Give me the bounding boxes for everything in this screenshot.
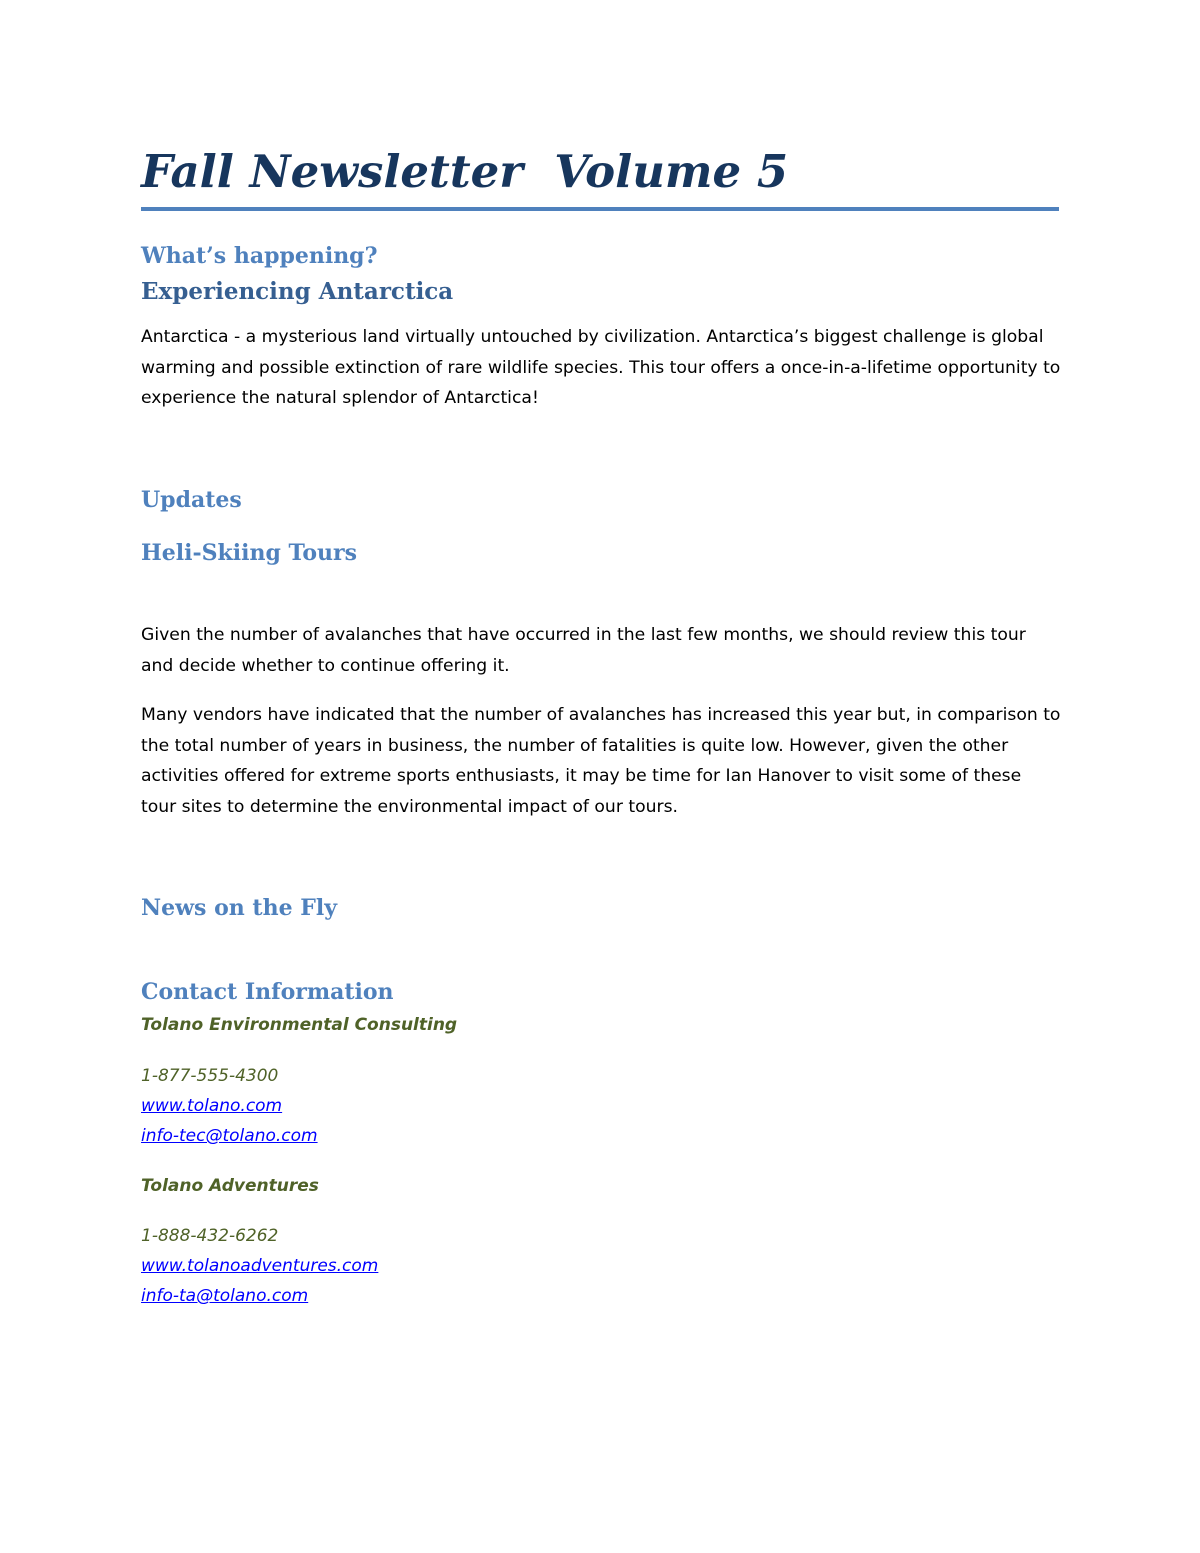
contact-email-link[interactable]: info-ta@tolano.com	[141, 1286, 309, 1306]
contact-website-link[interactable]: www.tolano.com	[141, 1096, 283, 1116]
contact-phone: 1-877-555-4300	[141, 1066, 279, 1086]
contact-email-link[interactable]: info-tec@tolano.com	[141, 1126, 318, 1146]
contact-website-link[interactable]: www.tolanoadventures.com	[141, 1256, 379, 1276]
section-heading-whats-happening: What’s happening?	[141, 243, 378, 269]
section-heading-contact-information: Contact Information	[141, 979, 394, 1005]
contact-phone: 1-888-432-6262	[141, 1226, 279, 1246]
contact-org-name: Tolano Environmental Consulting	[141, 1015, 458, 1035]
section-heading-news-on-the-fly: News on the Fly	[141, 895, 337, 921]
title-underline-rule	[141, 207, 1059, 211]
subheading-experiencing-antarctica: Experiencing Antarctica	[141, 278, 454, 305]
heli-skiing-paragraph-2: Many vendors have indicated that the number of avalanches has increased this year but, in comparison to the total number of years in business, the number of fatalities is quite low. However, given the other activities offered for extreme sports enthusiasts, it may be time for Ian Hanover to visit some of these tour sites to determine the environmental impact of our tours.	[141, 705, 1061, 817]
section-heading-updates: Updates	[141, 487, 242, 513]
contact-org-name: Tolano Adventures	[141, 1176, 319, 1196]
heli-skiing-paragraph-1: Given the number of avalanches that have occurred in the last few months, we should review this tour and decide whether to continue offering it.	[141, 625, 1026, 676]
newsletter-title: Fall Newsletter Volume 5	[141, 145, 789, 198]
antarctica-paragraph: Antarctica - a mysterious land virtually untouched by civilization. Antarctica’s biggest challenge is global warming and possible extinction of rare wildlife species. This tour offers a once-in-a-lifetime opportunity to experience the natural splendor of Antarctica!	[141, 327, 1061, 408]
subheading-heli-skiing-tours: Heli-Skiing Tours	[141, 540, 358, 566]
